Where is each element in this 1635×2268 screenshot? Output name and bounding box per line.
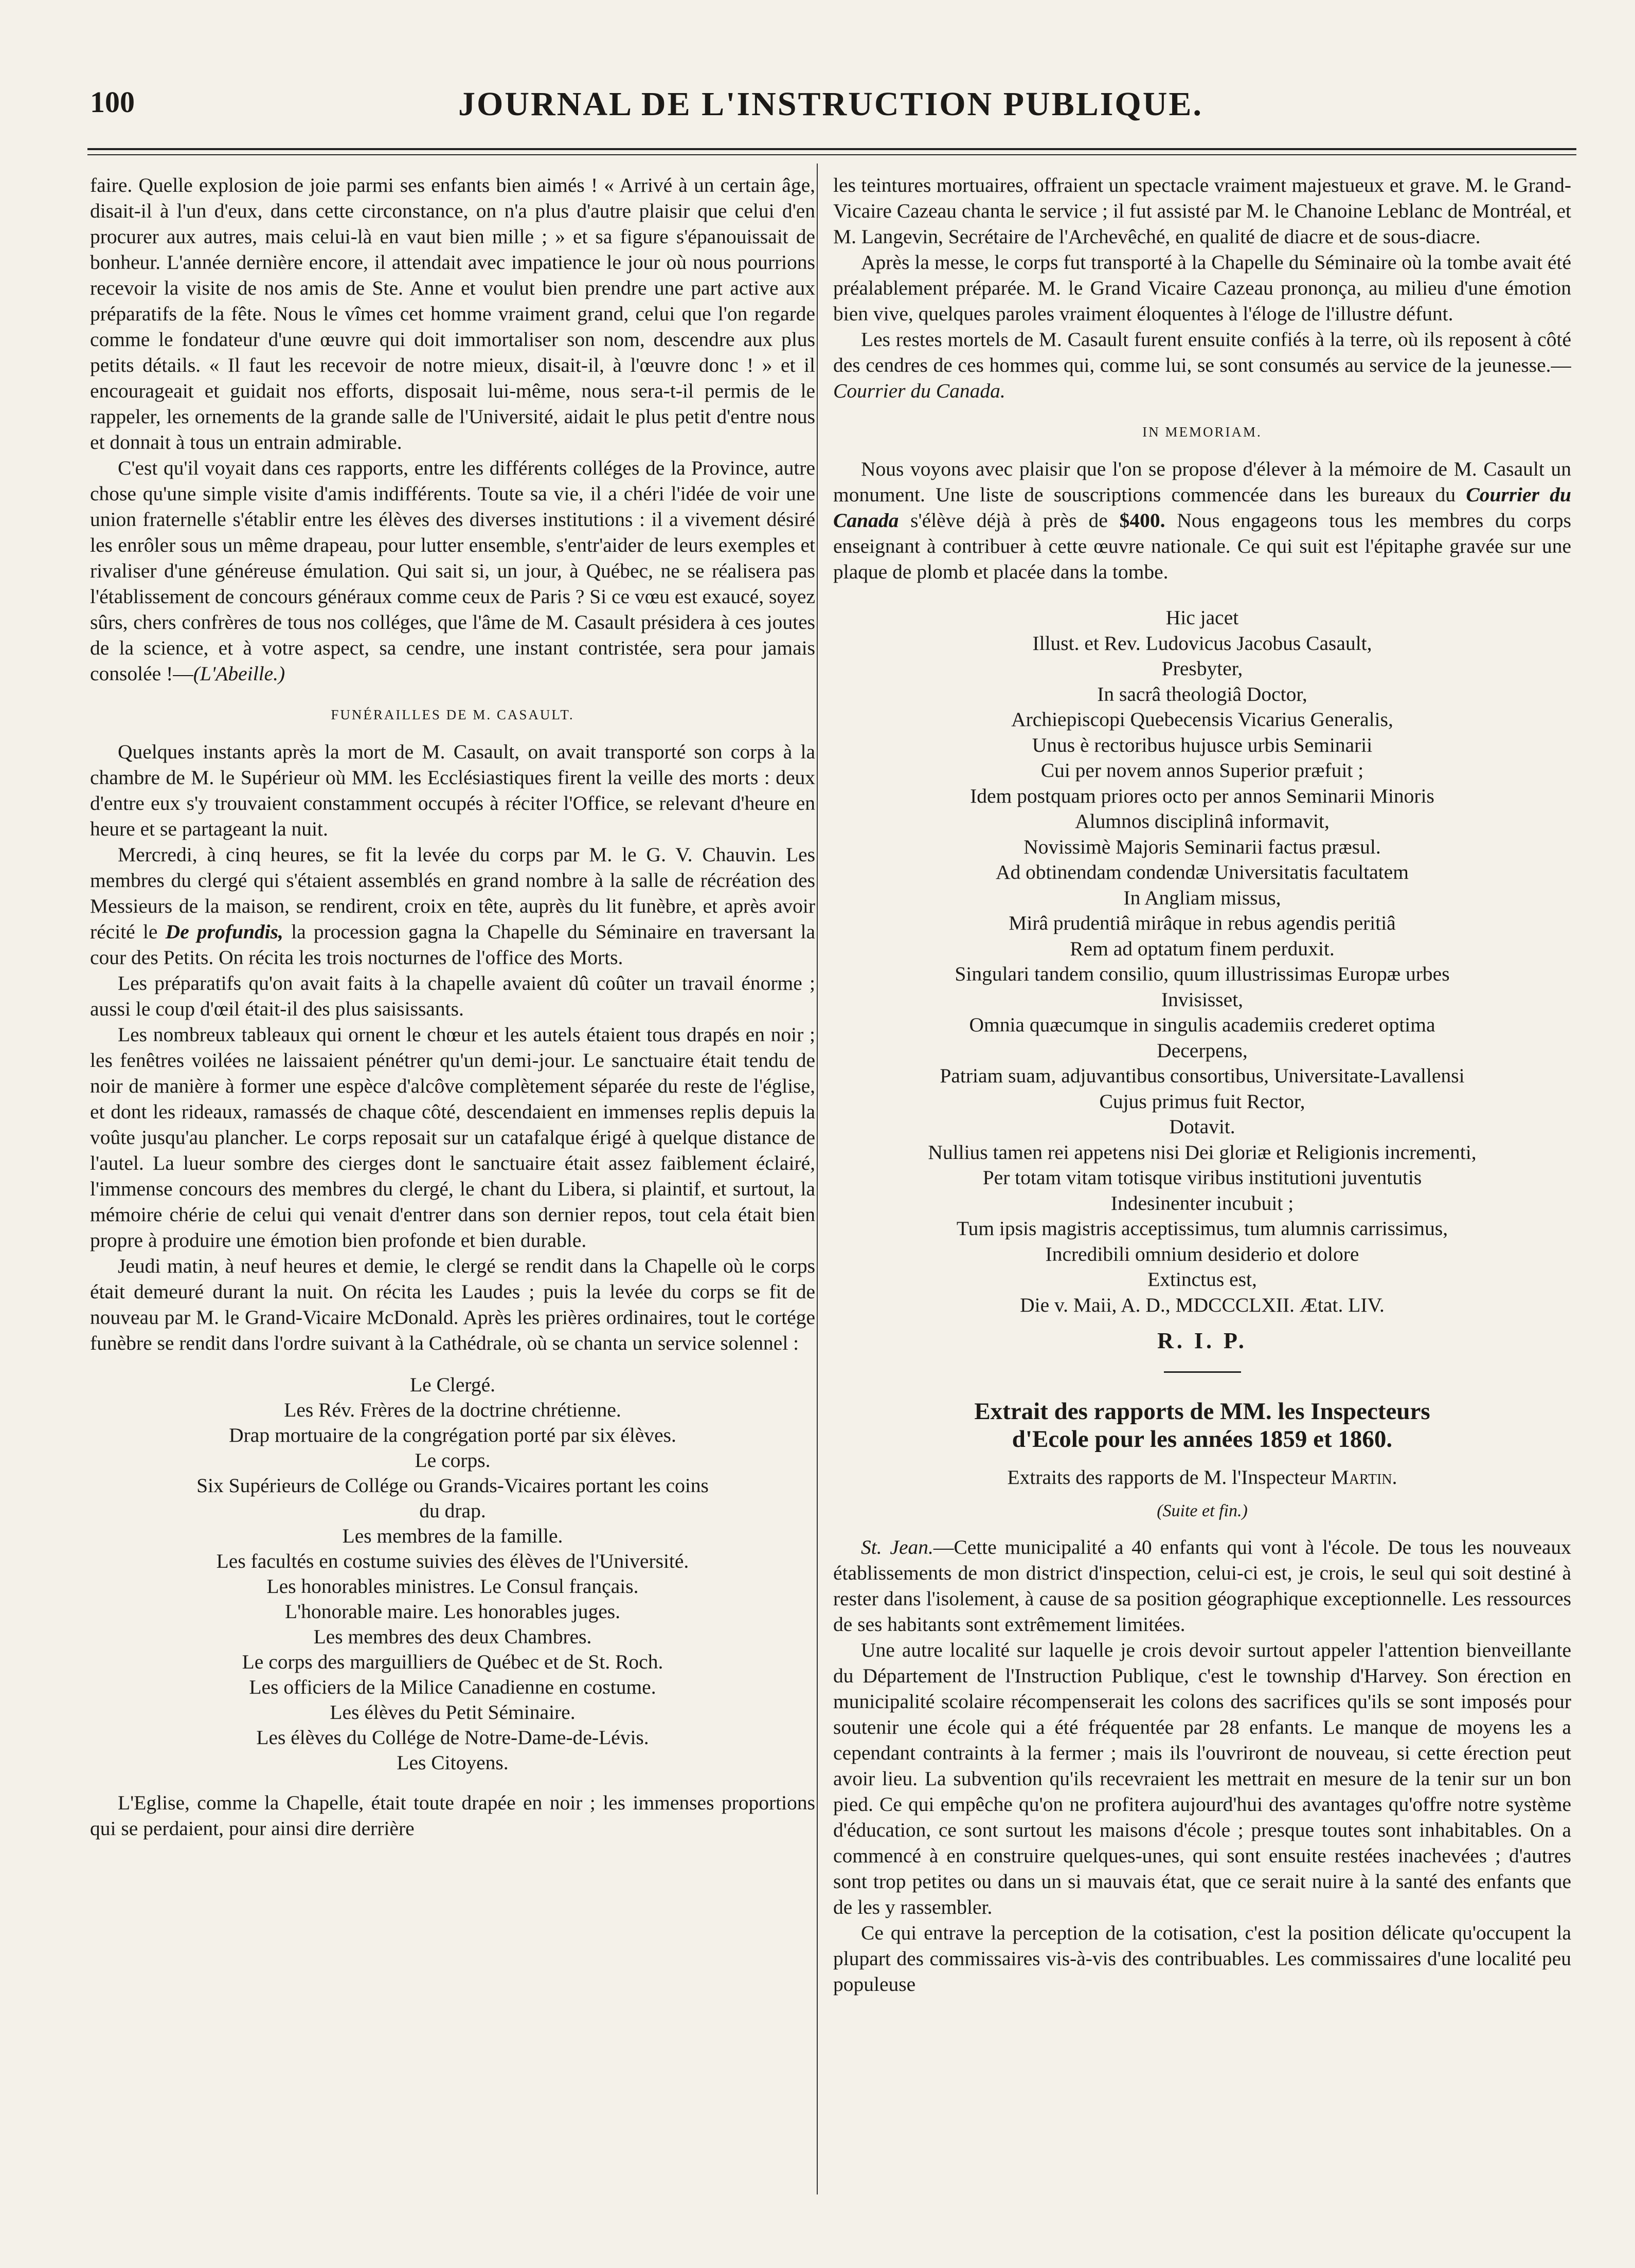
paragraph [833,326,1571,404]
italic-phrase: Courrier du Canada [833,483,1571,532]
epitaph-line: Singulari tandem consilio, quum illustrissimas Europæ urbes [955,963,1450,985]
cortege-item: Les facultés en costume suivies des élèves de l'Université. [216,1550,689,1572]
paragraph [90,455,815,686]
paragraph-text: Mercredi, à cinq heures, se fit la levée du corps par M. le G. V. Chauvin. Les membres du clergé qui s'étaient assemblés en grand nombre à la salle de récréation des Messieurs de la maison, se rendirent, croix en tête, auprès du lit funèbre, et après avoir récité le [90,843,815,943]
epitaph-line: Dotavit. [1169,1115,1235,1138]
inspector-name: Martin. [1331,1466,1397,1489]
cortege-list [90,1372,815,1775]
paragraph: Une autre localité sur laquelle je crois devoir surtout appeler l'attention bienveillante du Département de l'Instruction Publique, c'est le township d'Harvey. Son érection en municipalité scolaire récompenserait les colons des sacrifices qu'ils se sont imposés pour soutenir une école qui a été fréquentée par 28 enfants. Le manque de moyens les a cependant contraints à la fermer ; mais ils l'ouvriront de nouveau, si cette érection peut avoir lieu. La subvention qu'ils recevraient les mettrait en mesure de la tenir sur un bon pied. Ce qui empêche qu'on ne profitera aujourd'hui des avantages qu'offre notre système d'éducation, ce sont surtout les maisons d'école ; presque toutes sont inhabitables. On a commencé à en construire quelques-unes, qui sont ensuite restées inachevées ; d'autres sont trop petites ou dans un si mauvais état, que ce serait nuire à la santé des enfants que de les y rassembler. [833,1639,1571,1918]
epitaph-line: Indesinenter incubuit ; [1110,1191,1294,1214]
paragraph-text: Nous engageons tous les membres du corps enseignant à contribuer à cette œuvre nationale. Ce qui suit est l'épitaphe gravée sur une plaque de plomb et placée dans la tombe. [833,509,1571,583]
paragraph: Quelques instants après la mort de M. Casault, on avait transporté son corps à la chambre de M. le Supérieur où MM. les Ecclésiastiques firent la veille des morts : deux d'entre eux s'y trouvaient constamment occupés à réciter l'Office, se relevant d'heure en heure et se partageant la nuit. [90,740,815,840]
cortege-item: Les élèves du Petit Séminaire. [330,1701,576,1723]
paragraph-text: C'est qu'il voyait dans ces rapports, entre les différents colléges de la Province, autre chose qu'une simple visite d'amis indifférents. Toute sa vie, il a chéri l'idée de voir une union fraternelle s'établir entre les élèves des diverses institutions : il a vivement désiré les enrôler sous un même drapeau, pour lutter ensemble, s'entr'aider de leurs exemples et rivaliser d'une généreuse émulation. Qui sait si, un jour, à Québec, ne se réalisera pas l'établissement de concours généraux comme ceux de Paris ? Si ce vœu est exaucé, soyez sûrs, chers confrères de tous nos colléges, que l'âme de M. Casault présidera à ces joutes de la science, et à votre aspect, sa cendre, une instant contristée, sera pour jamais consolée !— [90,457,815,685]
cortege-item: Six Supérieurs de Collége ou Grands-Vicaires portant les coins [196,1474,709,1497]
cortege-item: Le corps des marguilliers de Québec et de St. Roch. [242,1650,663,1673]
journal-title: JOURNAL DE L'INSTRUCTION PUBLIQUE. [458,85,1203,123]
epitaph [833,605,1571,1318]
epitaph-line: In sacrâ theologiâ Doctor, [1097,682,1307,705]
page-header [90,85,1571,141]
paragraph-text: s'élève déjà à près de [910,509,1108,532]
cortege-item: Les membres des deux Chambres. [313,1625,592,1648]
epitaph-line: Invisisset, [1161,988,1244,1011]
source-citation: (L'Abeille.) [193,662,285,685]
cortege-item: Les Citoyens. [397,1751,509,1774]
epitaph-line: Presbyter, [1161,657,1243,680]
section-heading-memoriam: IN MEMORIAM. [1142,424,1262,440]
paragraph: Les nombreux tableaux qui ornent le chœur et les autels étaient tous drapés en noir ; les fenêtres voilées ne laissaient pénétrer qu'un demi-jour. Le sanctuaire était tendu de noir de manière à former une espèce d'alcôve complètement séparée du reste de l'église, et dont les rideaux, ramassés de chaque côté, descendaient en immenses replis depuis la voûte jusqu'au plancher. Le corps reposait sur un catafalque érigé à quelque distance de l'autel. La lueur sombre des cierges dont le sanctuaire était assez faiblement éclairé, l'immense concours des membres du clergé, le chant du Libera, si plaintif, et surtout, la mémoire chérie de celui qui venait d'entrer dans son dernier repos, tout cela était bien propre à produire une émotion bien profonde et bien durable. [90,1023,815,1251]
paragraph-text: —Cette municipalité a 40 enfants qui vont à l'école. De tous les nouveaux établissements de mon district d'inspection, celui-ci est, je crois, le seul qui soit destiné à rester dans l'isolement, à cause de sa position géographique exceptionnelle. Les ressources de ses habitants sont extrêmement limitées. [833,1536,1571,1636]
cortege-item: Les officiers de la Milice Canadienne en costume. [249,1676,656,1698]
cortege-item: Le Clergé. [410,1373,495,1396]
paragraph: Jeudi matin, à neuf heures et demie, le clergé se rendit dans la Chapelle où le corps était demeuré durant la nuit. On récita les Laudes ; puis la levée du corps se fit de nouveau par M. le Grand-Vicaire McDonald. Après les prières ordinaires, tout le cortége funèbre se rendit dans l'ordre suivant à la Cathédrale, où se chanta un service solennel : [90,1255,815,1354]
epitaph-line: Idem postquam priores octo per annos Seminarii Minoris [970,784,1434,807]
cortege-item: Les élèves du Collége de Notre-Dame-de-Lévis. [256,1726,649,1749]
paragraph-text: Nous voyons avec plaisir que l'on se propose d'élever à la mémoire de M. Casault un monument. Une liste de souscriptions commencée dans les bureaux du [833,458,1571,506]
left-column [90,172,815,2203]
place-name: St. Jean. [861,1536,933,1558]
paragraph: Les préparatifs qu'on avait faits à la chapelle avaient dû coûter un travail énorme ; aussi le coup d'œil était-il des plus saisissants. [90,972,815,1020]
paragraph [90,842,815,970]
epitaph-line: Incredibili omnium desiderio et dolore [1045,1242,1359,1265]
right-column [833,172,1571,2203]
paragraph: faire. Quelle explosion de joie parmi ses enfants bien aimés ! « Arrivé à un certain âge, disait-il à l'un d'eux, dans cette circonstance, on n'a plus d'autre plaisir que celui d'en procurer aux autres, mais celui-là en vaut bien mille ; » et sa figure s'épanouissait de bonheur. L'année dernière encore, il attendait avec impatience le jour où nous pourrions recevoir la visite de nos amis de Ste. Anne et voulut bien prendre une part active aux préparatifs de la fête. Nous le vîmes cet homme vraiment grand, celui que l'on regarde comme le fondateur d'une œuvre qui doit immortaliser son nom, descendre aux plus petits détails. « Il faut les recevoir de notre mieux, disait-il, à l'œuvre donc ! » et il encourageait et guidait nos efforts, disposait lui-même, nous sera-t-il permis de le rappeler, les ornements de la grande salle de l'Université, aidait le plus petit d'entre nous et donnait à tous un entrain admirable. [90,174,815,453]
epitaph-line: Hic jacet [1165,606,1239,629]
epitaph-line: Cujus primus fuit Rector, [1099,1090,1305,1113]
cortege-item: du drap. [419,1499,486,1522]
epitaph-line: Rem ad optatum finem perduxit. [1070,937,1335,960]
epitaph-line: Tum ipsis magistris acceptissimus, tum alumnis carrissimus, [956,1217,1448,1240]
epitaph-line: Archiepiscopi Quebecensis Vicarius Generalis, [1011,708,1393,731]
epitaph-line: Extinctus est, [1147,1268,1257,1291]
epitaph-line: Alumnos disciplinâ informavit, [1075,810,1329,832]
paragraph [833,456,1571,585]
epitaph-line: Unus è rectoribus hujusce urbis Seminarii [1032,733,1373,756]
epitaph-line: Decerpens, [1157,1039,1248,1062]
source-citation: Courrier du Canada. [833,379,1005,402]
page-number: 100 [90,85,135,119]
article-title [833,1398,1571,1453]
cortege-item: Les membres de la famille. [342,1525,563,1547]
epitaph-line: Nullius tamen rei appetens nisi Dei gloriæ et Religionis incrementi, [928,1140,1477,1164]
epitaph-line: Illust. et Rev. Ludovicus Jacobus Casault, [1032,631,1372,655]
column-divider [817,164,818,2194]
header-rule-thin [87,154,1576,155]
paragraph: Après la messe, le corps fut transporté à la Chapelle du Séminaire où la tombe avait été préalablement préparée. M. le Grand Vicaire Cazeau prononça, au milieu d'une émotion bien vive, quelques paroles vraiment éloquentes à l'éloge de l'illustre défunt. [833,251,1571,325]
header-rule-thick [87,148,1576,150]
section-heading-funerailles: FUNÉRAILLES DE M. CASAULT. [331,707,574,722]
epitaph-line: In Angliam missus, [1123,886,1281,909]
italic-phrase: De profundis, [165,920,283,943]
article-title-line: Extrait des rapports de MM. les Inspecteurs [974,1398,1430,1425]
rip-mark: R. I. P. [1157,1328,1247,1353]
cortege-item: Drap mortuaire de la congrégation porté par six élèves. [229,1424,676,1446]
epitaph-line: Patriam suam, adjuvantibus consortibus, Universitate-Lavallensi [940,1064,1465,1087]
subtitle-text: Extraits des rapports de M. l'Inspecteur [1007,1466,1326,1489]
amount: $400. [1119,509,1165,532]
cortege-item: Les honorables ministres. Le Consul français. [266,1575,639,1598]
paragraph-text: Les restes mortels de M. Casault furent ensuite confiés à la terre, où ils reposent à côté des cendres de ces hommes qui, comme lui, se sont consumés au service de la jeunesse.— [833,328,1571,376]
article-subtitle [833,1464,1571,1490]
epitaph-line: Ad obtinendam condendæ Universitatis facultatem [996,861,1409,883]
epitaph-line: Mirâ prudentiâ mirâque in rebus agendis peritiâ [1009,912,1396,934]
epitaph-line: Die v. Maii, A. D., MDCCCLXII. Ætat. LIV. [1020,1293,1385,1316]
article-title-line: d'Ecole pour les années 1859 et 1860. [1012,1426,1393,1453]
paragraph: les teintures mortuaires, offraient un spectacle vraiment majestueux et grave. M. le Grand-Vicaire Cazeau chanta le service ; il fut assisté par M. le Chanoine Leblanc de Montréal, et M. Langevin, Secrétaire de l'Archevêché, en qualité de diacre et de sous-diacre. [833,174,1571,248]
paragraph: L'Eglise, comme la Chapelle, était toute drapée en noir ; les immenses proportions qui se perdaient, pour ainsi dire derrière [90,1791,815,1840]
paragraph: Ce qui entrave la perception de la cotisation, c'est la position délicate qu'occupent la plupart des commissaires vis-à-vis des contribuables. Les commissaires d'une localité peu populeuse [833,1921,1571,1995]
epitaph-line: Cui per novem annos Superior præfuit ; [1040,759,1364,782]
epitaph-line: Omnia quæcumque in singulis academiis crederet optima [969,1013,1435,1036]
paragraph [833,1534,1571,1637]
section-divider [1164,1371,1241,1373]
paragraph-text: la procession gagna la Chapelle du Séminaire en traversant la cour des Petits. On récita les trois nocturnes de l'office des Morts. [90,920,815,969]
cortege-item: Les Rév. Frères de la doctrine chrétienne. [284,1399,621,1421]
epitaph-line: Novissimè Majoris Seminarii factus præsul. [1023,835,1381,858]
cortege-item: L'honorable maire. Les honorables juges. [284,1600,621,1623]
continuation-note: (Suite et fin.) [1157,1501,1248,1520]
cortege-item: Le corps. [415,1449,491,1472]
epitaph-line: Per totam vitam totisque viribus institutioni juventutis [982,1166,1422,1189]
